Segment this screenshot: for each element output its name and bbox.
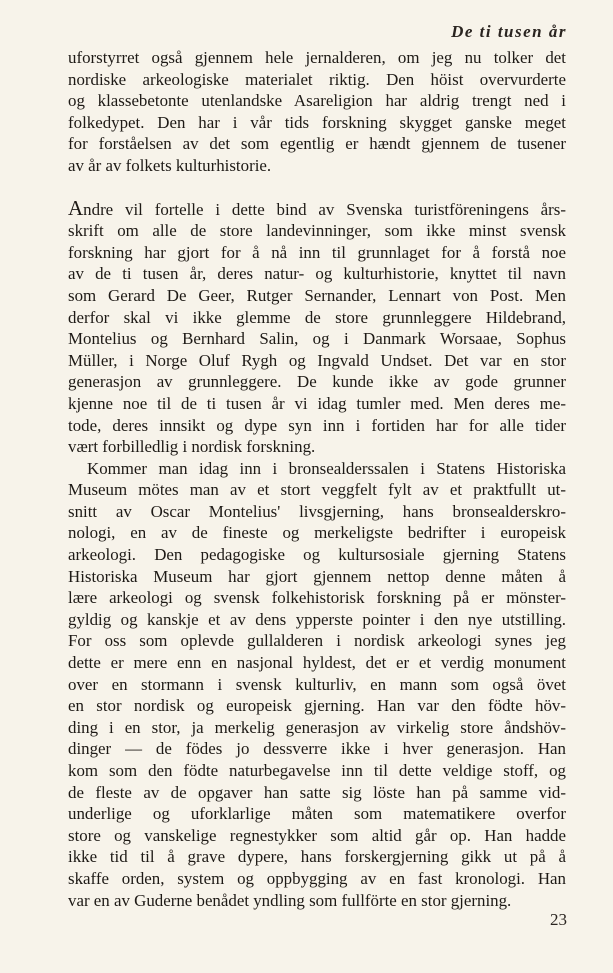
text-line: Museum mötes man av et stort veggfelt fylt av et praktfullt ut- bbox=[68, 480, 566, 500]
text-line: dinger — de födes jo dessverre ikke i hver generasjon. Han bbox=[68, 739, 566, 759]
text-line: folkedypet. Den har i vår tids forskning skygget ganske meget bbox=[68, 112, 566, 132]
paragraph-montelius bbox=[68, 458, 566, 911]
text-line: For oss som oplevde gullalderen i nordisk arkeologi synes jeg bbox=[68, 631, 566, 651]
paragraph-dropcap bbox=[68, 195, 566, 458]
text-line: nordiske arkeologiske materialet riktig. Den höist overvurderte bbox=[68, 69, 566, 89]
body-text bbox=[68, 47, 566, 911]
text-line: og klassebetonte utenlandske Asareligion har aldrig trengt ned i bbox=[68, 91, 566, 111]
paragraph-gap bbox=[68, 177, 566, 198]
text-line: de fleste av de opgaver han satte sig löste han på samme vid- bbox=[68, 782, 566, 802]
text-line: store og vanskelige regnestykker som altid går op. Han hadde bbox=[68, 825, 566, 845]
text-line: for forståelsen av det som egentlig er hændt gjennem de tusener bbox=[68, 134, 566, 154]
text-line: som Gerard De Geer, Rutger Sernander, Lennart von Post. Men bbox=[68, 285, 566, 305]
text-line: derfor skal vi ikke glemme de store grunnleggere Hildebrand, bbox=[68, 307, 566, 327]
text-line bbox=[68, 195, 566, 221]
paragraph-continuation bbox=[68, 47, 566, 177]
text-line: Müller, i Norge Oluf Rygh og Ingvald Undset. Det var en stor bbox=[68, 350, 566, 370]
text-line-content: ndre vil fortelle i dette bind av Svenska turistföreningens års- bbox=[83, 199, 566, 219]
text-line: lære arkeologi og svensk folkehistorisk forskning på er mönster- bbox=[68, 588, 566, 608]
text-line: nologi, en av de fineste og merkeligste bedrifter i europeisk bbox=[68, 523, 566, 543]
text-line: en stor nordisk og europeisk gjerning. Han var den födte höv- bbox=[68, 696, 566, 716]
text-line: Kommer man idag inn i bronsealderssalen i Statens Historiska bbox=[87, 458, 566, 478]
text-line: vært forbilledlig i nordisk forskning. bbox=[68, 437, 316, 457]
text-line: over en stormann i svensk kulturliv, en mann som også övet bbox=[68, 674, 566, 694]
text-line: var en av Guderne benådet yndling som fullförte en stor gjerning. bbox=[68, 890, 512, 910]
text-line: Historiska Museum har gjort gjennem nettop denne måten å bbox=[68, 566, 566, 586]
text-line: skaffe orden, system og oppbygging av en fast kronologi. Han bbox=[68, 868, 566, 888]
page-number: 23 bbox=[550, 910, 567, 929]
text-line: arkeologi. Den pedagogiske og kultursosiale gjerning Statens bbox=[68, 545, 566, 565]
text-line: ding i en stor, ja merkelig generasjon av virkelig store åndshöv- bbox=[68, 717, 566, 737]
text-line: forskning har gjort for å nå inn til grunnlaget for å forstå noe bbox=[68, 242, 566, 262]
text-line: uforstyrret også gjennem hele jernalderen, om jeg nu tolker det bbox=[68, 48, 566, 67]
text-line: tode, deres innsikt og dype syn inn i fortiden har for alle tider bbox=[68, 415, 566, 435]
text-line: underlige og uforklarlige måten som matematikere overfor bbox=[68, 804, 566, 824]
text-line: gyldig og kanskje et av dens ypperste pointer i den nye utstilling. bbox=[68, 609, 566, 629]
text-line: kom som den födte naturbegavelse inn til dette veldige stoff, og bbox=[68, 761, 566, 780]
text-line: ikke tid til å grave dypere, hans forskergjerning gikk ut på å bbox=[68, 847, 566, 867]
running-title: De ti tusen år bbox=[451, 22, 567, 41]
dropcap-letter: A bbox=[68, 195, 84, 220]
text-line: snitt av Oscar Montelius' livsgjerning, hans bronsealderskro- bbox=[68, 501, 566, 521]
text-line: av de ti tusen år, deres natur- og kulturhistorie, knyttet til navn bbox=[68, 264, 566, 284]
text-line: generasjon av grunnleggere. De kunde ikke av gode grunner bbox=[68, 372, 566, 392]
text-line: Montelius og Bernhard Salin, og i Danmark Worsaae, Sophus bbox=[68, 329, 566, 349]
text-line: kjenne noe til de ti tusen år vi idag tumler med. Men deres me- bbox=[68, 393, 566, 413]
text-line: dette er mere enn en nasjonal hyldest, det er et verdig monument bbox=[68, 653, 566, 673]
text-line: av år av folkets kulturhistorie. bbox=[68, 155, 272, 175]
text-line: skrift om alle de store landevinninger, som ikke minst svensk bbox=[68, 221, 566, 241]
